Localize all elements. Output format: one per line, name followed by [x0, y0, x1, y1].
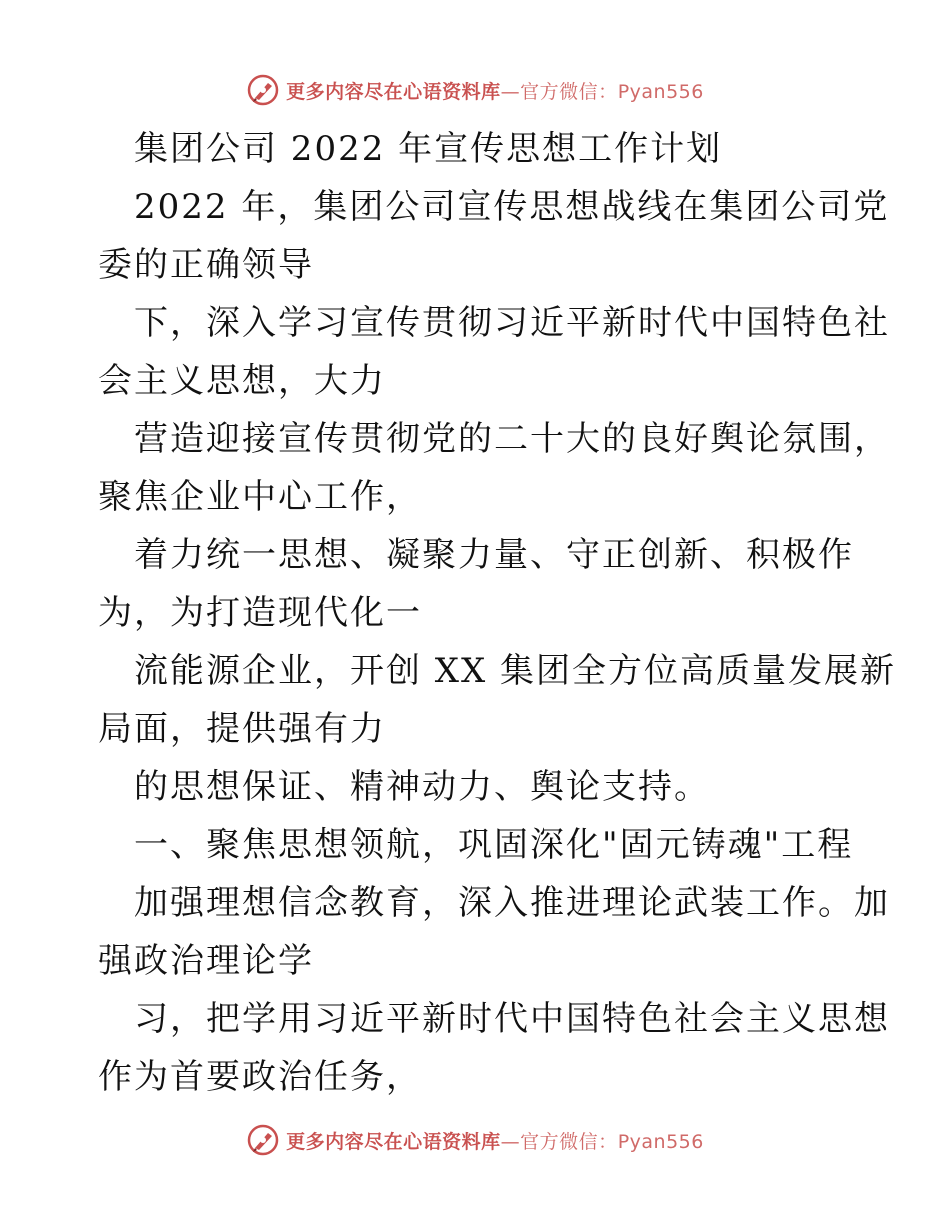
text-line: 加强理想信念教育，深入推进理论武装工作。加 — [134, 883, 890, 923]
pen-circle-logo-icon — [246, 73, 280, 107]
text-line: 委的正确领导 — [98, 245, 314, 285]
text-line: 局面，提供强有力 — [98, 709, 386, 749]
text-line: 营造迎接宣传贯彻党的二十大的良好舆论氛围， — [134, 419, 890, 459]
watermark-text: 更多内容尽在心语资料库—官方微信：Pyan556 — [286, 1130, 704, 1153]
header-watermark — [0, 70, 950, 110]
text-line: 的思想保证、精神动力、舆论支持。 — [134, 767, 710, 807]
text-line: 一、聚焦思想领航，巩固深化"固元铸魂"工程 — [134, 825, 854, 865]
text-line: 下，深入学习宣传贯彻习近平新时代中国特色社 — [134, 303, 890, 343]
text-line: 2022 年，集团公司宣传思想战线在集团公司党 — [134, 187, 890, 227]
pen-circle-logo-icon — [246, 1123, 280, 1157]
text-line: 为，为打造现代化一 — [98, 593, 422, 633]
text-line: 着力统一思想、凝聚力量、守正创新、积极作 — [134, 535, 854, 575]
footer-watermark — [0, 1120, 950, 1160]
text-line: 习，把学用习近平新时代中国特色社会主义思想 — [134, 999, 890, 1039]
watermark-text: 更多内容尽在心语资料库—官方微信：Pyan556 — [286, 80, 704, 103]
text-line: 会主义思想，大力 — [98, 361, 386, 401]
text-line: 作为首要政治任务， — [98, 1057, 422, 1097]
text-line: 强政治理论学 — [98, 941, 314, 981]
document-title: 集团公司 2022 年宣传思想工作计划 — [134, 129, 723, 169]
document-body — [98, 120, 897, 1106]
text-line: 流能源企业，开创 XX 集团全方位高质量发展新 — [134, 651, 897, 691]
text-line: 聚焦企业中心工作， — [98, 477, 422, 517]
